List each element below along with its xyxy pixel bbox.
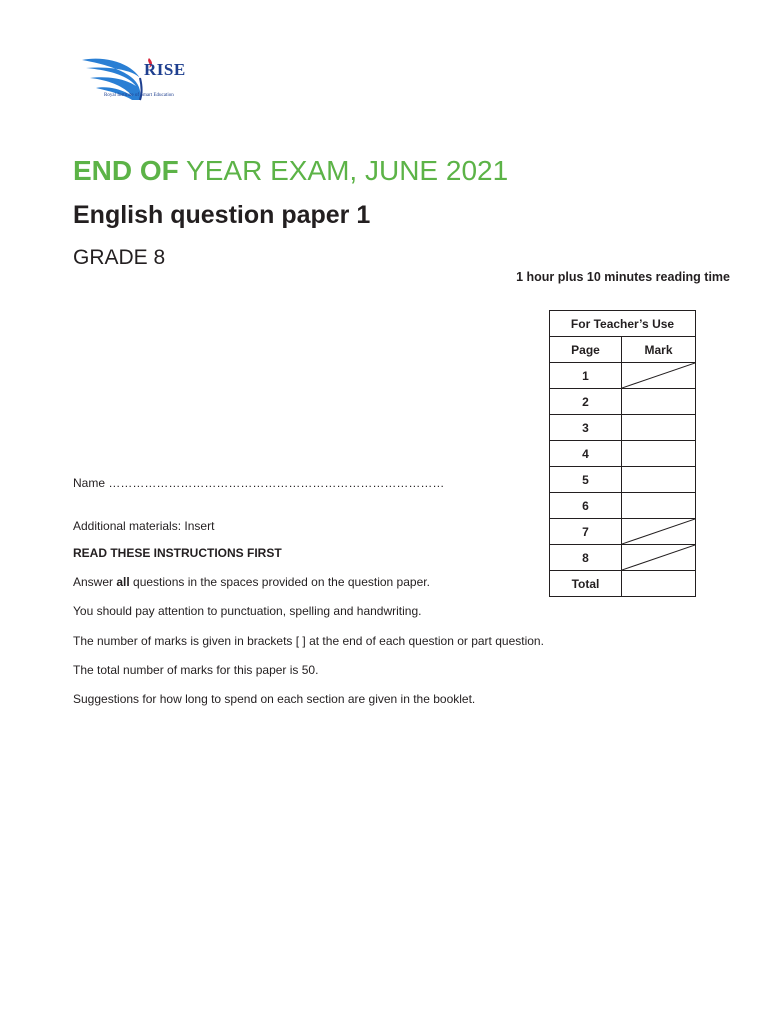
instruction-line-3: The number of marks is given in brackets [ ] at the end of each question or part question. xyxy=(73,634,544,648)
page-number-cell: 2 xyxy=(550,389,622,415)
instruction-line-1 xyxy=(73,575,430,589)
exam-title-rest: YEAR EXAM, JUNE 2021 xyxy=(178,155,509,186)
table-row xyxy=(550,389,696,415)
table-row xyxy=(550,415,696,441)
paper-title: English question paper 1 xyxy=(73,201,371,229)
column-header-page: Page xyxy=(550,337,622,363)
instruction-line-5: Suggestions for how long to spend on each section are given in the booklet. xyxy=(73,692,476,706)
mark-cell[interactable] xyxy=(622,441,696,467)
instruction-1-bold: all xyxy=(116,575,130,589)
exam-title xyxy=(73,155,508,187)
column-header-mark: Mark xyxy=(622,337,696,363)
instruction-line-4: The total number of marks for this paper is 50. xyxy=(73,663,319,677)
teacher-marks-table xyxy=(549,310,696,597)
table-rows xyxy=(550,363,696,571)
exam-title-bold: END OF xyxy=(73,155,179,186)
table-row xyxy=(550,363,696,389)
page-number-cell: 1 xyxy=(550,363,622,389)
page-number-cell: 3 xyxy=(550,415,622,441)
duration-note: 1 hour plus 10 minutes reading time xyxy=(516,270,730,284)
mark-cell xyxy=(622,545,696,571)
page-number-cell: 6 xyxy=(550,493,622,519)
name-field[interactable]: Name ………………………………………………………………………… xyxy=(73,476,445,490)
total-label: Total xyxy=(550,571,622,597)
additional-materials: Additional materials: Insert xyxy=(73,519,215,533)
logo-text: RISE xyxy=(144,60,186,79)
mark-cell[interactable] xyxy=(622,389,696,415)
instruction-line-2: You should pay attention to punctuation, spelling and handwriting. xyxy=(73,604,422,618)
strike-line xyxy=(622,363,695,388)
logo-subtitle: Royal Institute of Smart Education xyxy=(104,93,174,98)
table-row xyxy=(550,545,696,571)
strike-line xyxy=(622,519,695,544)
total-mark-cell[interactable] xyxy=(622,571,696,597)
table-title: For Teacher’s Use xyxy=(550,311,696,337)
grade-label: GRADE 8 xyxy=(73,246,166,269)
mark-cell[interactable] xyxy=(622,467,696,493)
mark-cell xyxy=(622,519,696,545)
page-number-cell: 7 xyxy=(550,519,622,545)
table-row xyxy=(550,493,696,519)
page-number-cell: 8 xyxy=(550,545,622,571)
instruction-1-post: questions in the spaces provided on the question paper. xyxy=(129,575,430,589)
table-row xyxy=(550,467,696,493)
instructions-heading: READ THESE INSTRUCTIONS FIRST xyxy=(73,546,282,560)
strike-line xyxy=(622,545,695,570)
mark-cell[interactable] xyxy=(622,415,696,441)
instruction-1-pre: Answer xyxy=(73,575,117,589)
page-number-cell: 5 xyxy=(550,467,622,493)
mark-cell[interactable] xyxy=(622,493,696,519)
page-number-cell: 4 xyxy=(550,441,622,467)
mark-cell xyxy=(622,363,696,389)
table-row xyxy=(550,519,696,545)
table-row xyxy=(550,441,696,467)
